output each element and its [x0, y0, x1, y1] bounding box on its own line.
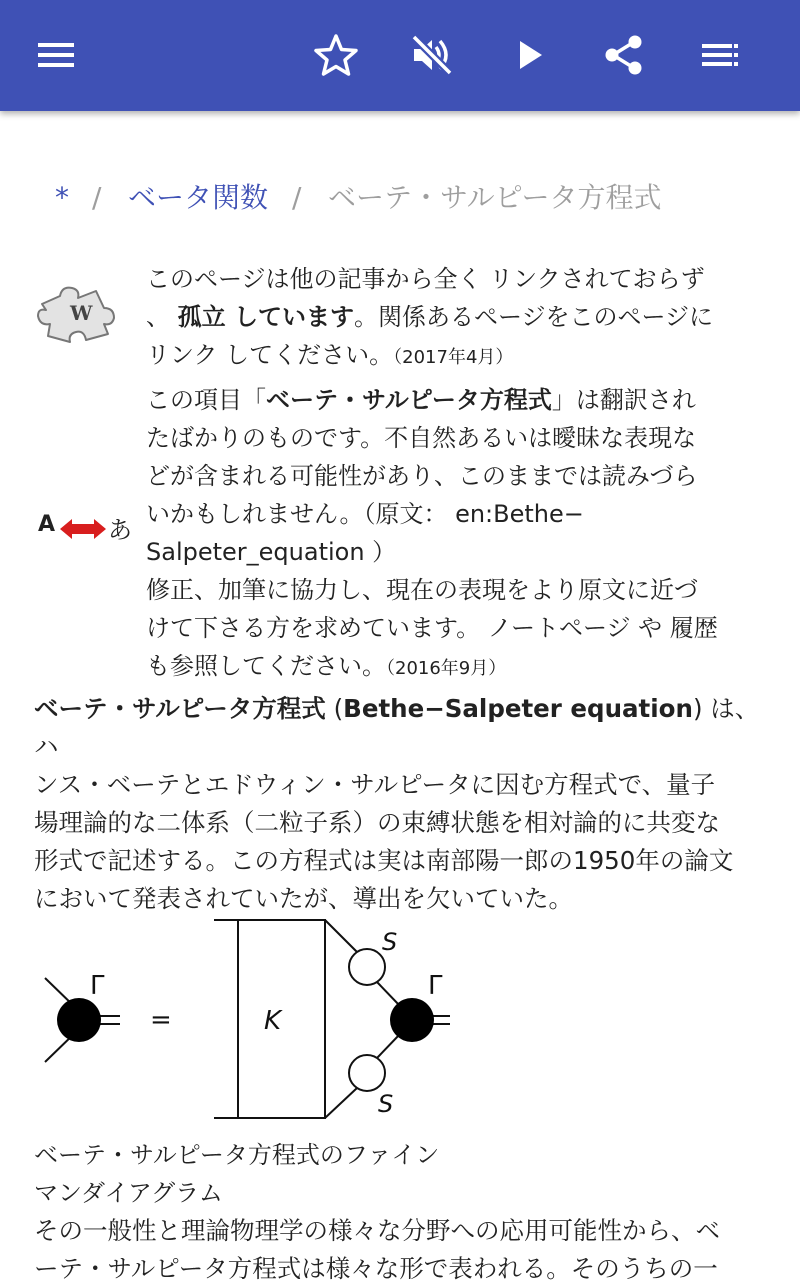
gamma-label-right: Γ — [428, 971, 443, 1001]
puzzle-piece-icon — [34, 282, 118, 344]
notice-line: 修正、加筆に協力し、現在の表現をより原文に近づ — [146, 576, 698, 604]
vertex-left — [57, 998, 101, 1042]
propagator-bottom — [349, 1055, 385, 1091]
notice-line: このページは他の記事から全く リンクされておらず — [146, 265, 705, 293]
notice-line: たばかりのものです。不自然あるいは曖昧な表現な — [146, 424, 697, 452]
breadcrumb — [0, 176, 800, 220]
notice-segment: リンク してください。 — [146, 341, 394, 369]
paragraph-segment: ) は、ハ — [34, 694, 760, 761]
breadcrumb-current: ベーテ・サルピータ方程式 — [328, 181, 662, 214]
notice-line — [146, 381, 766, 419]
notice-segment: 。関係あるページをこのページに — [354, 303, 714, 331]
figure-caption — [34, 1136, 504, 1212]
notice-segment: 、 — [146, 303, 178, 331]
gamma-label-left: Γ — [90, 971, 105, 1001]
hamburger-menu-icon[interactable] — [24, 23, 88, 87]
paragraph-line: 場理論的な二体系（二粒子系）の束縛状態を相対論的に共変な — [34, 808, 720, 837]
breadcrumb-separator: / — [292, 181, 302, 214]
diagram-line — [377, 982, 400, 1006]
notice-line — [146, 298, 766, 336]
notice-segment: 」は翻訳され — [551, 386, 696, 414]
caption-line: マンダイアグラム — [34, 1179, 223, 1207]
star-outline-icon[interactable] — [304, 23, 368, 87]
feynman-diagram[interactable] — [30, 900, 470, 1130]
intro-paragraph — [34, 690, 770, 918]
paragraph-segment: ( — [325, 694, 344, 723]
notice-segment: この項目「 — [146, 386, 266, 414]
diagram-line — [325, 1088, 357, 1118]
notice-date: （2016年9月） — [386, 658, 507, 679]
paragraph-line: において発表されていたが、導出を欠いていた。 — [34, 884, 573, 913]
paragraph-line: その一般性と理論物理学の様々な分野への応用可能性から、ベ — [34, 1216, 720, 1245]
volume-off-icon[interactable] — [400, 23, 464, 87]
caption-line: ベーテ・サルピータ方程式のファイン — [34, 1141, 440, 1169]
share-icon[interactable] — [592, 23, 656, 87]
app-bar — [0, 0, 800, 111]
breadcrumb-separator: / — [92, 181, 102, 214]
paragraph-line — [34, 690, 770, 766]
breadcrumb-root-link[interactable]: * — [55, 181, 69, 214]
play-icon[interactable] — [498, 23, 562, 87]
notice-line: Salpeter_equation ） — [146, 538, 397, 566]
translation-arrow-icon — [38, 510, 138, 548]
s-label-top: S — [382, 928, 398, 956]
notice-bold: ベーテ・サルピータ方程式 — [266, 386, 552, 414]
equals-sign: = — [150, 1005, 172, 1035]
notice-line: けて下さる方を求めています。 ノートページ や 履歴 — [146, 614, 718, 642]
paragraph-line: ーテ・サルピータ方程式は様々な形で表われる。そのうちの一 — [34, 1254, 718, 1283]
body-paragraph — [34, 1212, 770, 1288]
vertex-right — [390, 998, 434, 1042]
article-title-en-bold: Bethe−Salpeter equation — [343, 694, 693, 723]
list-icon[interactable] — [688, 23, 752, 87]
paragraph-line: 形式で記述する。この方程式は実は南部陽一郎の1950年の論文 — [34, 846, 734, 875]
diagram-line — [325, 920, 357, 952]
notice-line — [146, 336, 766, 377]
notice-line: どが含まれる可能性があり、このままでは読みづら — [146, 462, 698, 490]
breadcrumb-parent-link[interactable]: ベータ関数 — [128, 181, 269, 214]
notice-bold: 孤立 しています — [177, 303, 354, 331]
kernel-box — [238, 920, 325, 1118]
notice-line — [146, 647, 766, 688]
diagram-line — [377, 1034, 400, 1058]
propagator-top — [349, 949, 385, 985]
paragraph-line: ンス・ベーテとエドウィン・サルピータに因む方程式で、量子 — [34, 770, 716, 799]
notice-date: （2017年4月） — [393, 347, 514, 368]
article-title-bold: ベーテ・サルピータ方程式 — [34, 694, 326, 723]
translation-notice-text — [146, 381, 766, 688]
notice-line: いかもしれません。（原文： en:Bethe− — [146, 500, 584, 528]
translation-icon-a: A — [38, 512, 56, 537]
svg-text:W: W — [70, 301, 93, 325]
s-label-bottom: S — [378, 1090, 394, 1118]
orphan-notice-text — [146, 260, 766, 377]
notice-segment: も参照してください。 — [146, 652, 386, 680]
kernel-label: K — [264, 1006, 282, 1036]
translation-icon-a-hiragana: あ — [108, 516, 132, 544]
